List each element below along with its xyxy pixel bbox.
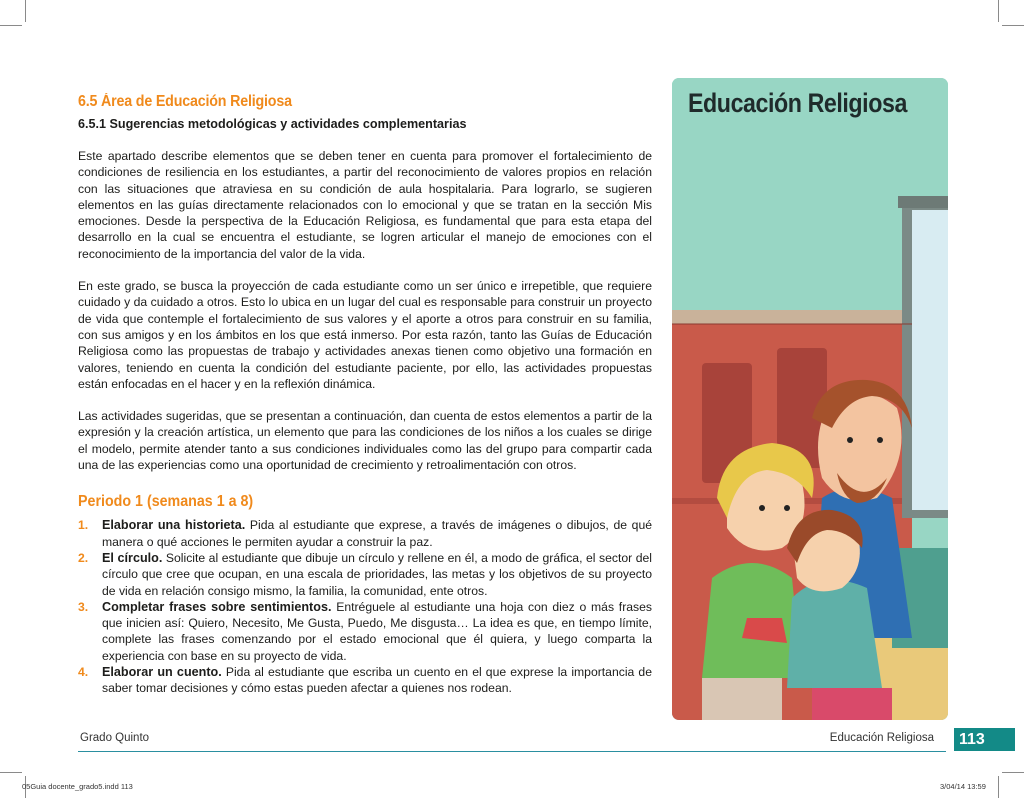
activity-text: Solicite al estudiante que dibuje un círculo y rellene en él, a modo de gráfica, el sector del círculo que cree que ocupan, en una escala de prioridades, las metas y los objetivos de su proyecto de vida en relación consigo mismo, la familia, la comunidad, ente otros.: [102, 550, 652, 598]
item-number: 4.: [78, 665, 89, 680]
activity-list: [78, 517, 652, 696]
activity-title: Elaborar una historieta.: [102, 518, 246, 533]
footer-grade: Grado Quinto: [80, 732, 150, 744]
paragraph-activities: Las actividades sugeridas, que se presentan a continuación, dan cuenta de estos elementos a partir de la expresión y la creación artística, un elemento que para las condiciones de los niños a los cuales se dirige el modelo, permite atender tanto a sus condiciones individuales como las del grupo para compartir cada una de las experiencias como una oportunidad de crecimiento y retroalimentación con otros.: [78, 409, 652, 473]
crop-mark: [1002, 25, 1024, 26]
crop-mark: [0, 25, 22, 26]
item-number: 1.: [78, 518, 89, 533]
list-item: [78, 550, 652, 599]
panel-title: Educación Religiosa: [688, 88, 907, 118]
slug-filename: 05Guia docente_grado5.indd 113: [22, 782, 133, 791]
crop-mark: [25, 0, 26, 22]
crop-mark: [998, 776, 999, 798]
activity-title: Elaborar un cuento.: [102, 665, 222, 680]
crop-mark: [1002, 772, 1024, 773]
crop-mark: [998, 0, 999, 22]
list-item: [78, 664, 652, 697]
activity-text: Pida al estudiante que exprese, a través de imágenes o dibujos, de qué manera o qué acciones le permiten ayudar a construir la paz.: [102, 518, 653, 549]
footer-rule: [78, 751, 946, 752]
item-number: 2.: [78, 550, 89, 565]
main-content: [78, 92, 652, 697]
family-hug-illustration: [672, 78, 948, 720]
page-number: 113: [954, 728, 1015, 751]
slug-date: 3/04/14 13:59: [940, 782, 986, 791]
activity-title: El círculo.: [102, 550, 163, 565]
paragraph-grade: En este grado, se busca la proyección de cada estudiante como un ser único e irrepetible, que requiere cuidado y da cuidado a otros. Esto lo ubica en un lugar del cual es responsable para construir un proyecto de vida que contemple el fortalecimiento de sus valores y el aporte a otros para construir en su familia, con sus amigos y en los ámbitos en los que está inmerso. Por esta razón, tanto las Guías de Educación Religiosa como las propuestas de trabajo y actividades anexas tienen como objetivo una formación en valores, teniendo en cuenta la condición del estudiante paciente, por ello, las actividades propuestas están enfocadas en el hacer y en la reflexión dinámica.: [78, 279, 652, 391]
subsection-heading: 6.5.1 Sugerencias metodológicas y actividades complementarias: [78, 117, 467, 131]
activity-text: Pida al estudiante que escriba un cuento en el que exprese la importancia de saber tomar decisiones y cómo estas pueden afectar a quienes nos rodean.: [102, 665, 652, 696]
activity-title: Completar frases sobre sentimientos.: [102, 599, 332, 614]
footer-subject: Educación Religiosa: [829, 732, 934, 744]
section-heading: 6.5 Área de Educación Religiosa: [78, 93, 292, 110]
crop-mark: [0, 772, 22, 773]
activity-text: Entréguele al estudiante una hoja con diez o más frases que inicien así: Quiero, Necesito, Me Gusta, Puedo, Me disgusta… La idea es que, en tiempo límite, complete las frases comenzando por el estado emocional que él quiera, y luego comparta la experiencia con base en su proyecto de vida.: [102, 599, 652, 663]
period-heading: Periodo 1 (semanas 1 a 8): [78, 493, 254, 511]
list-item: [78, 599, 652, 664]
paragraph-intro: Este apartado describe elementos que se deben tener en cuenta para promover el fortalecimiento de condiciones de resiliencia en los estudiantes, a partir del reconocimiento de valores propios en relación con las situaciones que atraviesa en su condición de aula hospitalaria. Para lograrlo, se sugieren elementos en las guías directamente relacionados con lo emocional y que se tratan en la sección Mis emociones. Desde la perspectiva de la Educación Religiosa, es fundamental que para esta etapa del desarrollo en la cual se encuentra el estudiante, se logren articular el manejo de emociones con el reconocimiento de la importancia del valor de la vida.: [78, 149, 652, 261]
list-item: [78, 517, 652, 550]
item-number: 3.: [78, 599, 89, 614]
illustration-panel: [672, 78, 948, 720]
